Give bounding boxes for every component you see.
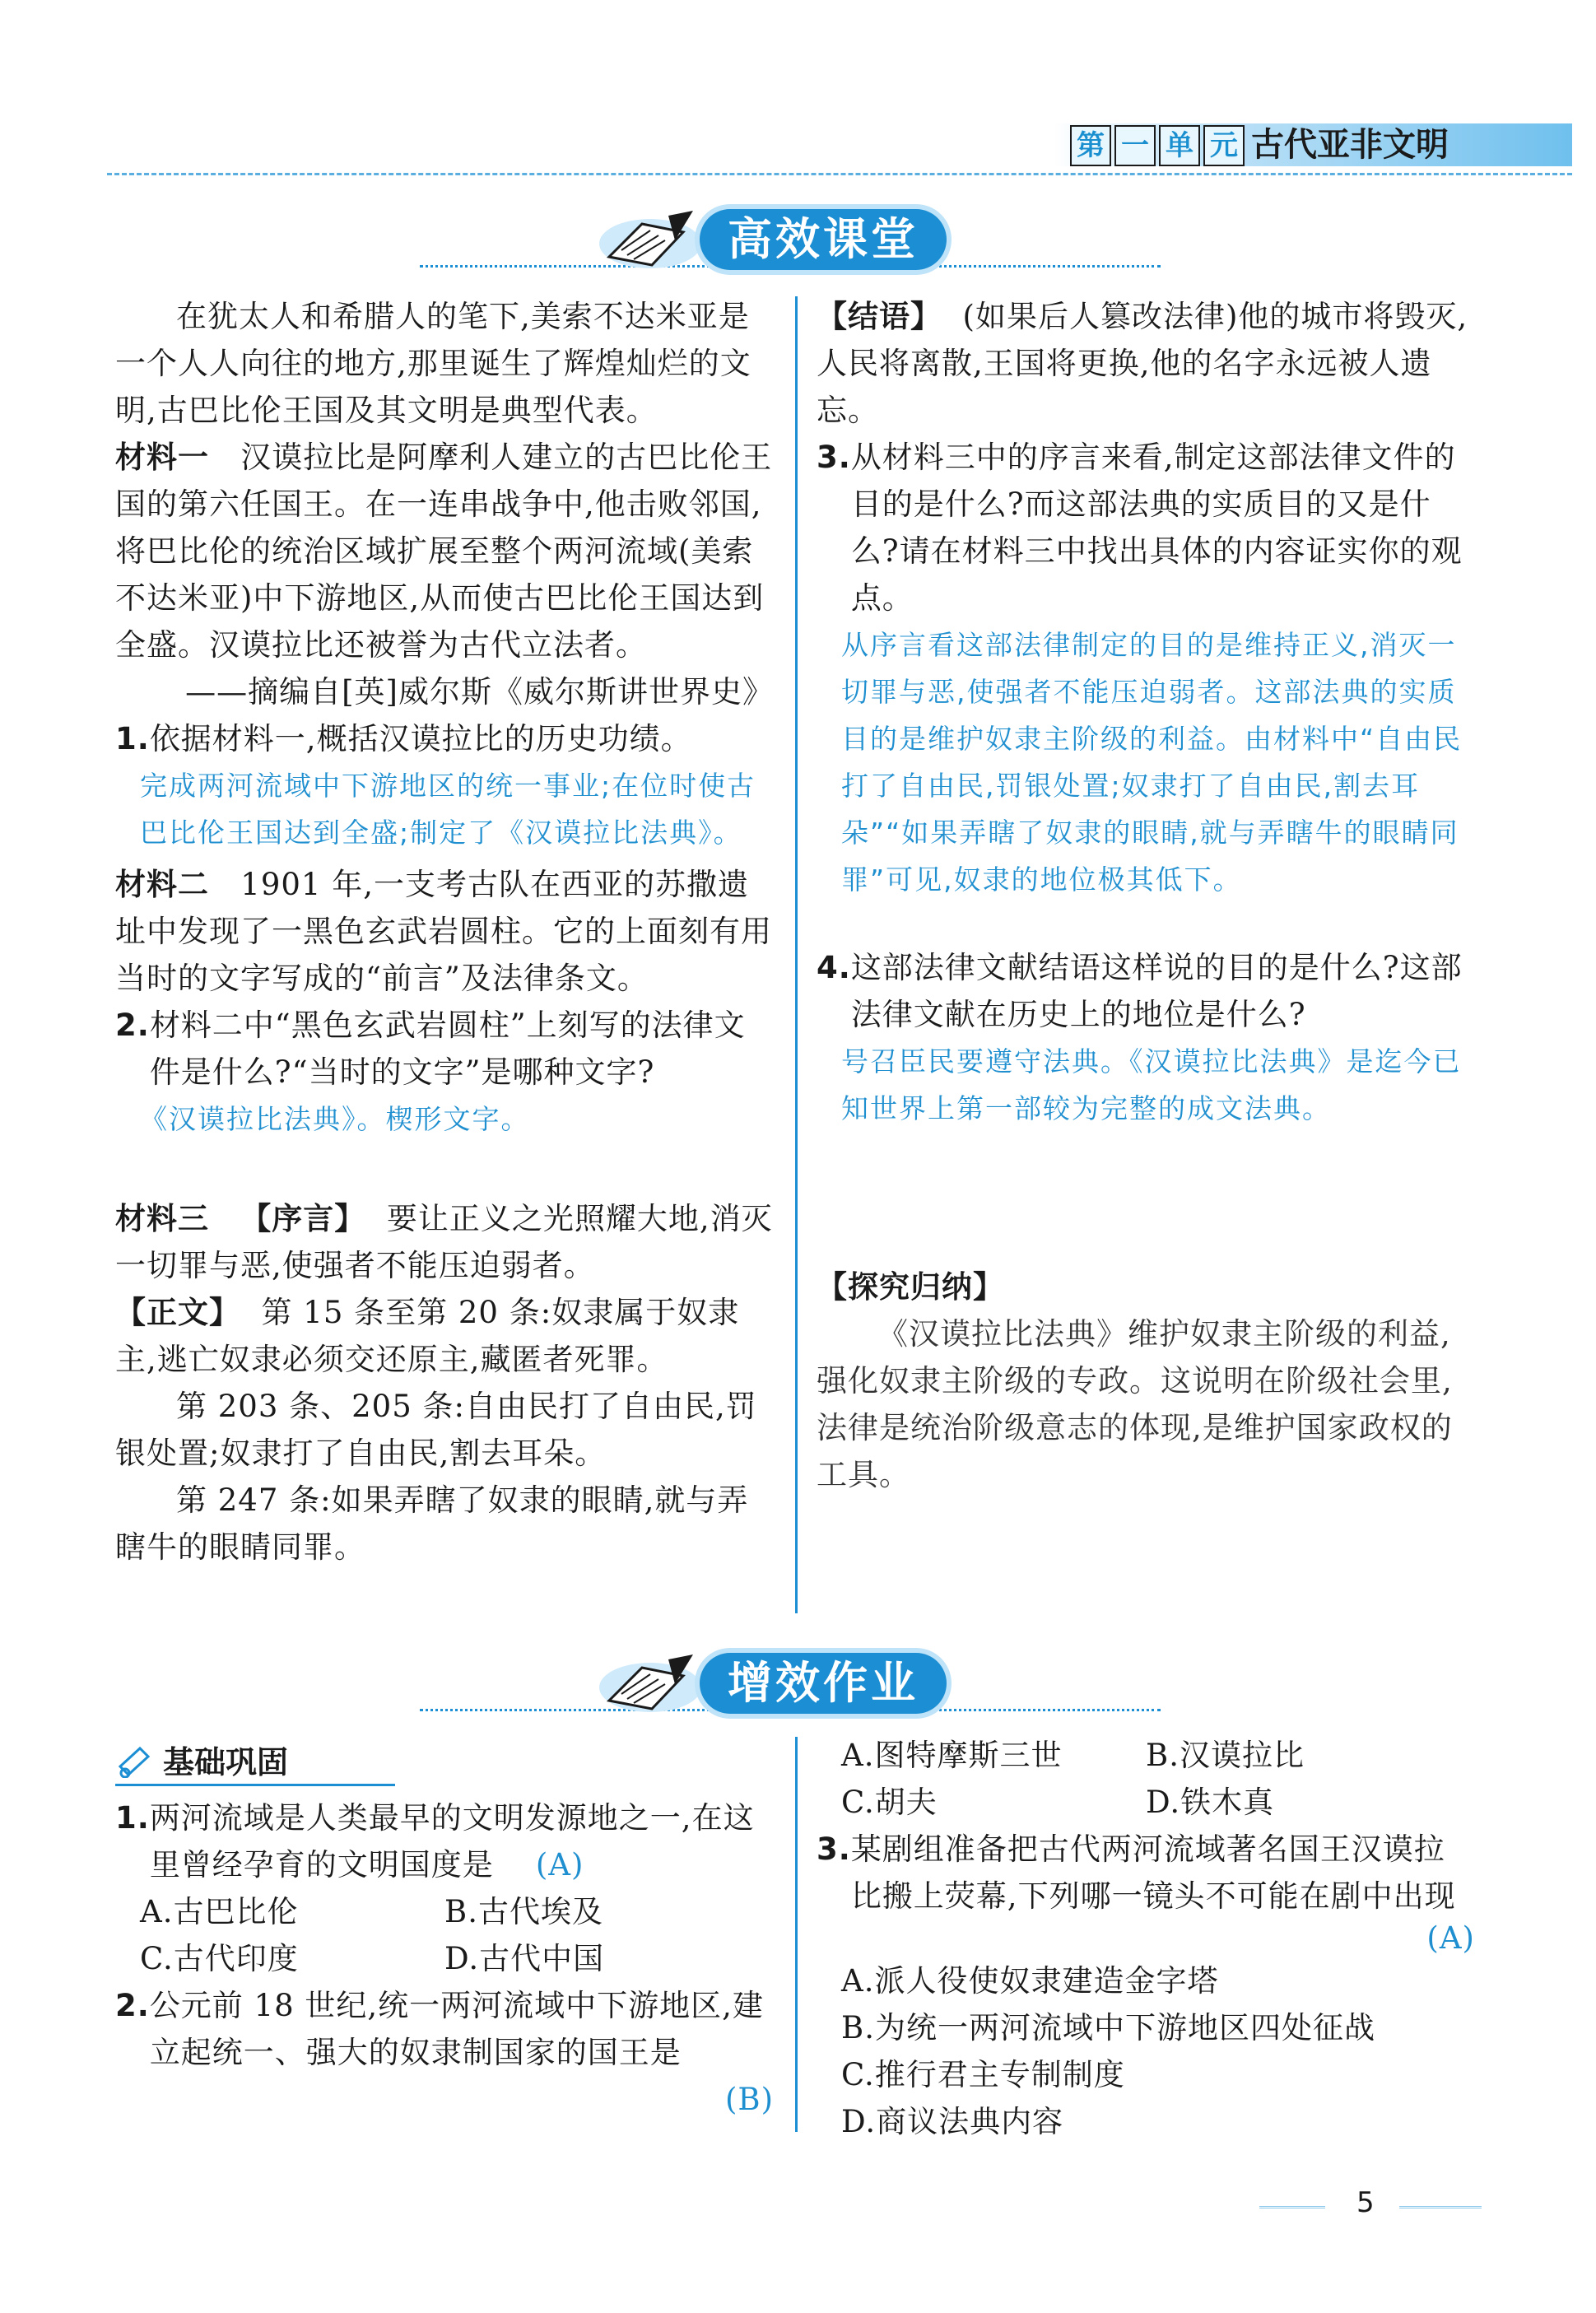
- material-1-label: 材料一: [115, 440, 209, 475]
- hw-answer-3: (A): [1426, 1920, 1475, 1956]
- preface-text: 要让正义之光照耀大地,消灭一切罪与恶,使强者不能压迫弱者。: [115, 1201, 773, 1283]
- sub-head-underline: [115, 1784, 395, 1786]
- inquiry-text: 《汉谟拉比法典》维护奴隶主阶级的利益,强化奴隶主阶级的专政。这说明在阶级社会里,法律是统治阶级意志的体现,是维护国家政权的工具。: [817, 1316, 1453, 1492]
- conclusion-text: (如果后人篡改法律)他的城市将毁灭,人民将离散,王国将更换,他的名字永远被人遗忘。: [817, 299, 1468, 428]
- page-number: 5: [1356, 2186, 1375, 2219]
- conclusion-label: 【结语】: [817, 299, 942, 334]
- unit-label: [1070, 125, 1245, 165]
- hw-question-1-text: 两河流域是人类最早的文明发源地之一,在这里曾经孕育的文明国度是: [149, 1800, 755, 1883]
- header-divider: [107, 173, 1572, 175]
- material-2-text: 1901 年,一支考古队在西亚的苏撒遗址中发现了一黑色玄武岩圆柱。它的上面刻有用当时的文字写成的“前言”及法律条文。: [115, 867, 772, 996]
- section-title-homework: 增效作业: [700, 1653, 947, 1714]
- question-number: 4.: [817, 950, 851, 985]
- option: B.为统一两河流域中下游地区四处征战: [841, 2010, 1375, 2045]
- telescope-icon: [115, 1742, 155, 1778]
- question-number: 3.: [817, 1831, 851, 1867]
- homework-left: [115, 1737, 774, 2123]
- material-1-text: 汉谟拉比是阿摩利人建立的古巴比伦王国的第六任国王。在一连串战争中,他击败邻国,将巴比伦的统治区域扩展至整个两河流域(美索不达米亚)中下游地区,从而使古巴比伦王国达到全盛。汉谟拉比还被誉为古代立法者。: [115, 440, 773, 663]
- question-2: 材料二中“黑色玄武岩圆柱”上刻写的法律文件是什么?“当时的文字”是哪种文字?: [149, 1008, 746, 1090]
- footer-lines: [1259, 2206, 1325, 2213]
- column-divider: [795, 1737, 798, 2132]
- answer-4: 号召臣民要遵守法典。《汉谟拉比法典》是迄今已知世界上第一部较为完整的成文法典。: [841, 1045, 1462, 1124]
- left-column: [115, 293, 774, 1571]
- option: C.推行君主专制制度: [841, 2057, 1125, 2092]
- option: A.派人役使奴隶建造金字塔: [841, 1963, 1219, 1999]
- body-text-2: 第 203 条、205 条:自由民打了自由民,罚银处置;奴隶打了自由民,割去耳朵。: [115, 1389, 757, 1471]
- question-number: 1.: [115, 1800, 150, 1836]
- hw-question-2: 公元前 18 世纪,统一两河流域中下游地区,建立起统一、强大的奴隶制国家的国王是: [149, 1988, 764, 2070]
- unit-char: 单: [1159, 125, 1200, 166]
- question-3: 从材料三中的序言来看,制定这部法律文件的目的是什么?而这部法典的实质目的又是什么?请在材料三中找出具体的内容证实你的观点。: [850, 440, 1463, 616]
- question-number: 3.: [817, 440, 851, 475]
- answer-1: 完成两河流域中下游地区的统一事业;在位时使古巴比伦王国达到全盛;制定了《汉谟拉比法典》。: [140, 770, 756, 849]
- question-4: 这部法律文献结语这样说的目的是什么?这部法律文献在历史上的地位是什么?: [850, 950, 1463, 1032]
- option: A.图特摩斯三世: [841, 1738, 1063, 1773]
- unit-char: 一: [1114, 125, 1156, 166]
- material-3-label: 材料三: [115, 1201, 209, 1236]
- hw-question-1: [150, 1794, 774, 1888]
- unit-char: 第: [1070, 125, 1111, 166]
- question-number: 1.: [115, 721, 150, 756]
- preface-label: 【序言】: [240, 1201, 366, 1236]
- body-text-1: 第 15 条至第 20 条:奴隶属于奴隶主,逃亡奴隶必须交还原主,藏匿者死罪。: [115, 1295, 740, 1377]
- question-number: 2.: [115, 1008, 150, 1043]
- right-column: [817, 293, 1475, 1498]
- option: C.胡夫: [841, 1785, 938, 1820]
- hw-answer-1: (A): [535, 1847, 584, 1883]
- answer-2: 《汉谟拉比法典》。楔形文字。: [140, 1103, 530, 1135]
- material-2-label: 材料二: [115, 867, 209, 902]
- inquiry-label: 【探究归纳】: [817, 1269, 1004, 1305]
- answer-3: 从序言看这部法律制定的目的是维持正义,消灭一切罪与恶,使强者不能压迫弱者。这部法典的实质目的是维护奴隶主阶级的利益。由材料中“自由民打了自由民,罚银处置;奴隶打了自由民,割去耳朵”“如果弄瞎了奴隶的眼睛,就与弄瞎牛的眼睛同罪”可见,奴隶的地位极其低下。: [841, 629, 1463, 896]
- option: B.汉谟拉比: [1146, 1738, 1305, 1773]
- body-text-3: 第 247 条:如果弄瞎了奴隶的眼睛,就与弄瞎牛的眼睛同罪。: [115, 1482, 749, 1565]
- option: D.古代中国: [444, 1941, 605, 1976]
- question-number: 2.: [115, 1988, 150, 2023]
- footer-lines: [1399, 2206, 1482, 2213]
- section-title-efficient-class: 高效课堂: [700, 209, 947, 270]
- column-divider: [795, 296, 798, 1613]
- hw-answer-2: (B): [724, 2082, 774, 2117]
- unit-char: 元: [1203, 125, 1245, 166]
- sub-head-basics: 基础巩固: [163, 1744, 289, 1780]
- body-label: 【正文】: [115, 1295, 240, 1330]
- question-1: 依据材料一,概括汉谟拉比的历史功绩。: [149, 721, 692, 756]
- notebook-pen-icon: [593, 1651, 700, 1717]
- unit-title: 古代亚非文明: [1251, 126, 1449, 164]
- material-1-source: ——摘编自[英]威尔斯《威尔斯讲世界史》: [185, 674, 774, 710]
- homework-right: [817, 1732, 1475, 2145]
- notebook-pen-icon: [593, 207, 700, 273]
- option: A.古巴比伦: [140, 1894, 299, 1929]
- option: D.铁木真: [1146, 1785, 1275, 1820]
- intro-paragraph: 在犹太人和希腊人的笔下,美索不达米亚是一个人人向往的地方,那里诞生了辉煌灿烂的文明,古巴比伦王国及其文明是典型代表。: [115, 299, 751, 428]
- option: C.古代印度: [140, 1941, 299, 1976]
- option: D.商议法典内容: [841, 2104, 1064, 2139]
- hw-question-3: 某剧组准备把古代两河流域著名国王汉谟拉比搬上荧幕,下列哪一镜头不可能在剧中出现: [850, 1831, 1456, 1914]
- option: B.古代埃及: [444, 1894, 603, 1929]
